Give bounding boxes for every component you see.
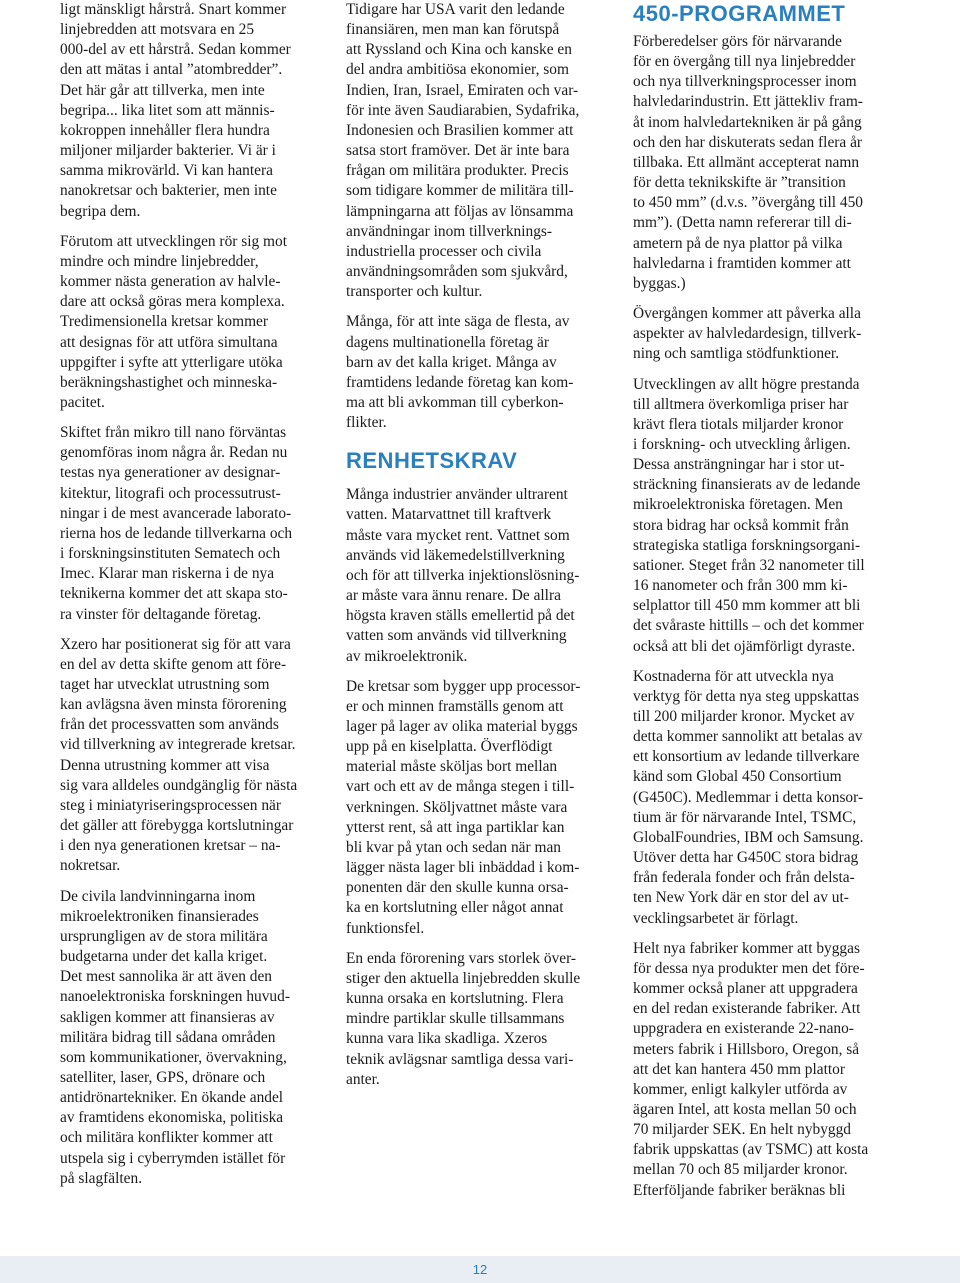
page-number: 12	[472, 1262, 488, 1277]
paragraph: Utvecklingen av allt högre prestanda till alltmera överkomliga priser har krävt flera tiotals miljarder kronor i forskning- och utveckling årligen. Dessa ansträngningar har i stor ut- sträckning finansierats av de ledande mikroelektroniska företagen. Men stora bidrag har också kommit från strategiska statliga forskningsorgani- sationer. Steget från 32 nanometer till 16 nanometer och från 300 mm ki- selplattor till 450 mm kommer att bli det svåraste hittills – och det kommer också att bli det ojämförligt dyraste.	[633, 375, 865, 655]
section-heading-renhetskrav: RENHETSKRAV	[346, 448, 518, 474]
paragraph: Förutom att utvecklingen rör sig mot mindre och mindre linjebredder, kommer nästa generation av halvle- dare att också göras mera komplexa. Tredimensionella kretsar kommer att designas för att utföra simultana uppgifter i syfte att ytterligare utöka beräkningshastighet och minneska- pacitet.	[60, 232, 287, 411]
paragraph: Xzero har positionerat sig för att vara en del av detta skifte genom att före- taget har utvecklat utrustning som kan avlägsna även minsta förorening från det processvatten som används vid tillverkning av integrerade kretsar. Denna utrustning kommer att visa sig vara alldeles oundgänglig för nästa steg i miniatyriseringsprocessen när det gäller att förebygga kortslutningar i den nya generationen kretsar – na- nokretsar.	[60, 635, 298, 875]
paragraph: De civila landvinningarna inom mikroelektroniken finansierades ursprungligen av de stora militära budgetarna under det kalla kriget. Det mest sannolika är att även den nanoelektroniska forskningen huvud- sakligen kommer att finansieras av militära bidrag till sådana områden som kommunikationer, övervakning, satelliter, laser, GPS, drönare och antidrönartekniker. En ökande andel av framtidens ekonomiska, politiska och militära konflikter kommer att utspela sig i cyberrymden istället för på slagfälten.	[60, 887, 290, 1187]
paragraph: ligt mänskligt hårstrå. Snart kommer linjebredden att motsvara en 25 000-del av ett hårstrå. Sedan kommer den att mätas i antal ”atombredder”. Det här går att tillverka, men inte begripa... lika litet som att männis- kokroppen innehåller flera hundra miljoner miljarder bakterier. Vi är i samma mikrovärld. Vi kan hantera nanokretsar och bakterier, men inte begripa dem.	[60, 1, 291, 220]
paragraph: De kretsar som bygger upp processor- er och minnen framställs genom att lager på lager av olika material byggs upp på en kiselplatta. Överflödigt material måste sköljas bort mellan vart och ett av de många stegen i till- verkningen. Sköljvattnet måste vara ytterst rent, så att inga partiklar kan bli kvar på ytan och sedan när man lägger nästa lager bli inbäddad i kom- ponenten där den skulle kunna orsa- ka en kortslutning eller något annat funktionsfel.	[346, 677, 581, 937]
paragraph: Skiftet från mikro till nano förväntas genomföras inom några år. Redan nu testas nya generationer av designar- kitektur, litografi och processutrust- ningar i de mest avancerade laborato- rierna hos de ledande tillverkarna och i forskningsinstituten Sematech och Imec. Klarar man riskerna i de nya teknikerna kommer det att skapa sto- ra vinster för deltagande företag.	[60, 424, 293, 623]
article-column-right	[633, 0, 913, 1211]
paragraph: Övergången kommer att påverka alla aspekter av halvledardesign, tillverk- ning och samtliga stödfunktioner.	[633, 305, 862, 363]
paragraph: Kostnaderna för att utveckla nya verktyg för detta nya steg uppskattas till 200 miljarder kronor. Mycket av detta kommer sannolikt att betalas av ett konsortium av ledande tillverkare känd som Global 450 Consortium (G450C). Medlemmar i detta konsor- tium är för närvarande Intel, TSMC, GlobalFoundries, IBM och Samsung. Utöver detta har G450C stora bidrag från federala fonder och från delsta- ten New York där en stor del av ut- vecklingsarbetet är förlagt.	[633, 667, 864, 927]
paragraph: En enda förorening vars storlek över- stiger den aktuella linjebredden skulle kunna orsaka en kortslutning. Flera mindre partiklar skulle tillsammans kunna vara lika skadliga. Xzeros teknik avlägsnar samtliga dessa vari- anter.	[346, 949, 581, 1088]
paragraph: Många industrier använder ultrarent vatten. Matarvattnet till kraftverk måste vara mycket rent. Vattnet som används vid läkemedelstillverkning och för att tillverka injektionslösning- ar måste vara ännu renare. De allra högsta kraven ställs emellertid på det vatten som används vid tillverkning av mikroelektronik.	[346, 486, 580, 665]
section-heading-450-programmet: 450-PROGRAMMET	[633, 1, 846, 26]
article-column-left	[60, 0, 340, 1199]
article-column-middle	[346, 0, 626, 1100]
paragraph: Helt nya fabriker kommer att byggas för dessa nya produkter men det före- kommer också planer att uppgradera en del redan existerande fabriker. Att uppgradera en existerande 22-nano- meters fabrik i Hillsboro, Oregon, så att det kan hantera 450 mm plattor kommer, enligt kalkyler utförda av ägaren Intel, att kosta mellan 50 och 70 miljarder SEK. En helt nybyggd fabrik uppskattas (av TSMC) att kosta mellan 70 och 85 miljarder kronor. Efterföljande fabriker beräknas bli	[633, 939, 869, 1199]
page-footer	[0, 1256, 960, 1283]
paragraph: Tidigare har USA varit den ledande finansiären, men man kan förutspå att Ryssland och Kina och kanske en del andra ambitiösa ekonomier, som Indien, Iran, Israel, Emiraten och var- för inte även Saudiarabien, Sydafrika, Indonesien och Brasilien kommer att satsa stort framöver. Det är inte bara frågan om militära produkter. Precis som tidigare kommer de militära till- lämpningarna att följas av lönsamma användningar inom tillverknings- industriella processer och civila användningsområden som sjukvård, transporter och kultur.	[346, 1, 580, 301]
paragraph: Förberedelser görs för närvarande för en övergång till nya linjebredder och nya tillverkningsprocesser inom halvledarindustrin. Ett jättekliv fram- åt inom halvledartekniken är på gång och den har diskuterats sedan flera år tillbaka. Ett allmänt accepterat namn för detta teknikskifte är ”transition to 450 mm” (d.v.s. ”övergång till 450 mm”). (Detta namn refererar till di- ametern på de nya plattor på vilka halvledarna i framtiden kommer att byggas.)	[633, 33, 863, 292]
paragraph: Många, för att inte säga de flesta, av dagens multinationella företag är barn av det kalla kriget. Många av framtidens ledande företag kan kom- ma att bli avkomman till cyberkon- flikter.	[346, 313, 574, 432]
